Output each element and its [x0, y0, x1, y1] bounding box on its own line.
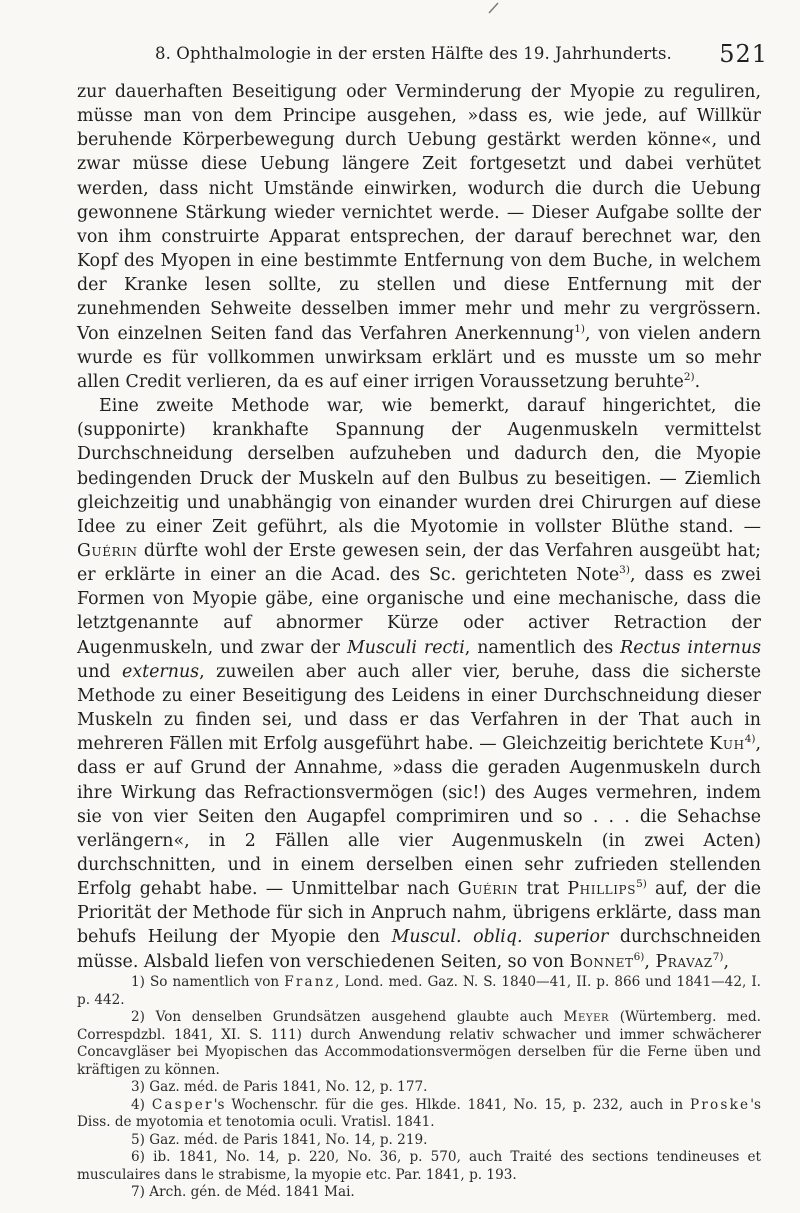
footnote-number: 6) [131, 1149, 145, 1165]
footnote-4 [77, 1097, 761, 1132]
page-header [0, 40, 800, 70]
footnote-ref-4[interactable]: 4) [744, 733, 756, 746]
footnote-3 [77, 1079, 761, 1097]
author-name-bonnet: Bonnet [569, 951, 634, 972]
footnote-text: Gaz. méd. de Paris 1841, No. 12, p. 177. [149, 1079, 428, 1095]
page-number: 521 [719, 40, 768, 68]
text-run: , zuweilen aber auch aller vier, beruhe, dass die sicherste Methode zu einer Beseitigung des Leidens in einer Durchschneidung dieser Muskeln zu finden sei, und dass er das Verfahren in der That auch in mehreren Fällen mit Erfolg ausgeführt habe. — Gleichzeitig berichtete [77, 661, 761, 755]
author-name-franz: Franz [284, 974, 336, 990]
footnote-text: Arch. gén. de Méd. 1841 Mai. [149, 1184, 355, 1200]
footnote-1 [77, 974, 761, 1009]
text-run: , [644, 951, 650, 972]
text-run: , von vielen andern wurde es für vollkommen unwirksam erklärt und es musste um so mehr allen Credit verlieren, da es auf einer irrigen Voraussetzung beruhte [77, 323, 761, 392]
author-name-phillips: Phillips [567, 879, 637, 900]
footnote-text: , Lond. med. Gaz. N. S. 1840—41, II. p. 866 und 1841—42, I. p. 442. [77, 974, 762, 1008]
footnote-text: ib. 1841, No. 14, p. 220, No. 36, p. 570, auch Traité des sections tendineuses et musculaires dans le strabisme, la myopie etc. Par. 1841, p. 193. [77, 1149, 761, 1183]
footnote-5 [77, 1132, 761, 1150]
text-run: Eine zweite Methode war, wie bemerkt, darauf hingerichtet, die (supponirte) krankhafte Spannung der Augenmuskeln vermittelst Durchschneidung derselben aufzuheben und dadurch den, die Myopie bedingenden Druck der Muskeln auf den Bulbus zu beseitigen. — Ziemlich gleichzeitig und unabhängig von einander wurden drei Chirurgen auf diese Idee zu einer Zeit geführt, als die Myotomie in vollster Blüthe stand. — [77, 396, 761, 537]
text-run: und [77, 661, 111, 682]
italic-term-musculi-recti: Musculi recti [346, 637, 465, 658]
footnote-number: 3) [131, 1079, 145, 1095]
text-run: durchschneiden müsse. Alsbald liefen von verschiedenen Seiten, so von [77, 927, 761, 972]
author-name-proske: Proske [690, 1096, 751, 1113]
footnote-text: 's Wochenschr. für die ges. Hlkde. 1841, No. 15, p. 232, auch in [213, 1096, 684, 1113]
text-run: , namentlich des [464, 637, 614, 658]
italic-term-rectus-internus: Rectus internus [620, 637, 761, 658]
footnote-2 [77, 1009, 761, 1079]
footnote-text: Gaz. méd. de Paris 1841, No. 14, p. 219. [149, 1131, 428, 1148]
footnote-text: So namentlich von [149, 974, 280, 990]
main-text [77, 80, 761, 974]
footnote-number: 5) [131, 1131, 145, 1148]
running-head: 8. Ophthalmologie in der ersten Hälfte des 19. Jahrhunderts. [155, 44, 672, 63]
footnote-7 [77, 1184, 761, 1202]
ink-tick-icon [488, 2, 500, 14]
author-name-guerin: Guérin [77, 540, 138, 561]
footnote-ref-5[interactable]: 5) [636, 878, 647, 891]
footnote-6 [77, 1149, 761, 1184]
footnote-number: 4) [131, 1096, 145, 1113]
footnote-ref-6[interactable]: 6) [633, 950, 645, 963]
author-name-guerin: Guérin [457, 879, 519, 900]
text-run: , dass er auf Grund der Annahme, »dass die geraden Augenmuskeln durch ihre Wirkung das Refractionsvermögen (sic!) des Auges vermehren, indem sie von vier Seiten den Augapfel comprimiren und so . . . die Sehachse verlängern«, in 2 Fällen alle vier Augenmuskeln (in zwei Acten) durchschnitten, und in einem derselben einen sehr zufrieden stellenden Erfolg gehabt habe. — Unmittelbar nach [77, 734, 761, 900]
footnote-text: 's Diss. de myotomia et tenotomia oculi. Vratisl. 1841. [77, 1096, 762, 1130]
footnote-ref-1[interactable]: 1) [574, 322, 585, 335]
footnote-ref-3[interactable]: 3) [619, 564, 630, 577]
author-name-pravaz: Pravaz [655, 951, 713, 972]
text-run: , [723, 951, 730, 972]
author-name-casper: Casper [151, 1096, 214, 1113]
text-run: . [694, 371, 701, 392]
paragraph-1 [77, 80, 761, 394]
footnote-number: 2) [131, 1009, 145, 1025]
footnote-ref-7[interactable]: 7) [712, 950, 724, 963]
footnote-text: Von denselben Grundsätzen ausgehend glaubte auch [155, 1009, 553, 1025]
footnotes [77, 974, 761, 1202]
footnote-ref-2[interactable]: 2) [683, 371, 695, 384]
text-run: auf, der die Priorität der Methode für sich in Anpruch nahm, übrigens erklärte, dass man behufs Heilung der Myopie den [77, 879, 761, 948]
text-run: , dass es zwei Formen von Myopie gäbe, eine organische und eine mechanische, dass die letztgenannte auf abnormer Kürze oder activer Retraction der Augenmuskeln, und zwar der [77, 565, 761, 658]
text-run: dürfte wohl der Erste gewesen sein, der das Verfahren ausgeübt hat; er erklärte in einer an die Acad. des Sc. gerichteten Note [77, 540, 761, 586]
author-name-kuh: Kuh [709, 734, 745, 755]
top-margin-mark [488, 2, 500, 18]
footnote-number: 1) [131, 974, 145, 990]
author-name-meyer: Meyer [563, 1009, 610, 1025]
paragraph-2 [77, 394, 761, 974]
footnote-text: (Würtemberg. med. Correspdzbl. 1841, XI. S. 111) durch Anwendung relativ schwacher und immer schwächerer Concavgläser bei Myopischen das Accommodationsvermögen derselben für die Ferne üben und kräftigen zu können. [77, 1009, 761, 1078]
italic-term-externus: externus [122, 661, 200, 682]
text-run: trat [526, 879, 560, 900]
footnote-number: 7) [131, 1184, 145, 1200]
text-run: zur dauerhaften Beseitigung oder Verminderung der Myopie zu reguliren, müsse man von dem Principe ausgehen, »dass es, wie jede, auf Willkür beruhende Körperbewegung durch Uebung gestärkt werden könne«, und zwar müsse diese Uebung längere Zeit fortgesetzt und dabei verhütet werden, dass nicht Umstände einwirken, wodurch die durch die Uebung gewonnene Stärkung wieder vernichtet werde. — Dieser Aufgabe sollte der von ihm construirte Apparat entsprechen, der darauf berechnet war, den Kopf des Myopen in eine bestimmte Entfernung von dem Buche, in welchem der Kranke lesen sollte, zu stellen und diese Entfernung mit der zunehmenden Sehweite desselben immer mehr und mehr zu vergrössern. Von einzelnen Seiten fand das Verfahren Anerkennung [77, 82, 761, 344]
italic-term-muscul-obliq: Muscul. obliq. superior [391, 927, 609, 948]
